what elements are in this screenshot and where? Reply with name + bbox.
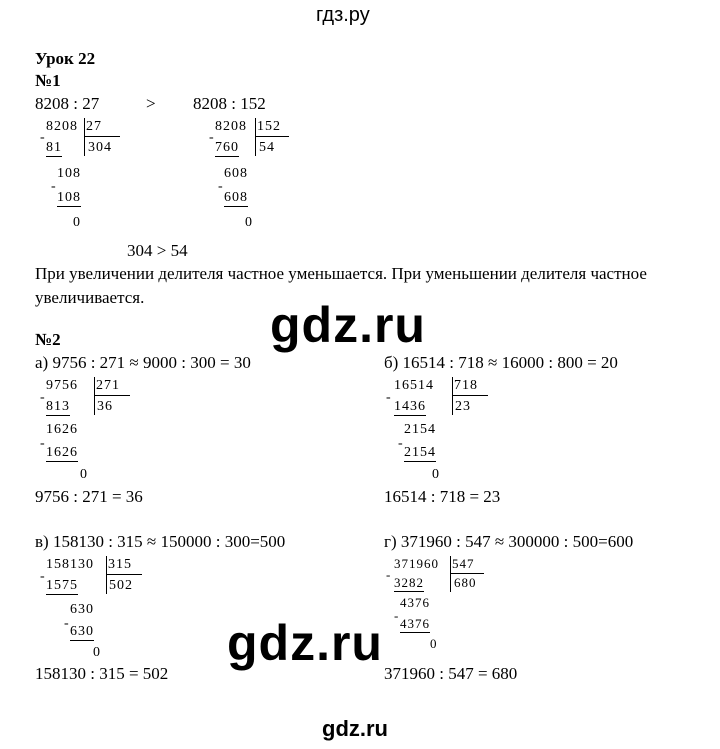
minus-sign: - [218, 179, 224, 194]
minus-sign: - [40, 436, 46, 451]
task1-conclusion: При увеличении делителя частное уменьшается. При уменьшении делителя частное увеличивается. [35, 264, 647, 307]
minus-sign: - [386, 567, 392, 582]
long-division-8208-by-27 [40, 118, 130, 238]
subtrahend-1: 1436 [394, 399, 426, 414]
task1-label: №1 [35, 71, 61, 90]
remainder-1: 608 [224, 166, 248, 181]
subtrahend-2: 1626 [46, 445, 78, 460]
subtrahend-1: 760 [215, 140, 239, 155]
divisor: 271 [96, 378, 120, 393]
task2a-answer: 9756 : 271 = 36 [35, 487, 143, 506]
dividend: 371960 [394, 556, 439, 571]
minus-sign: - [64, 616, 70, 631]
remainder-final: 0 [245, 215, 253, 230]
remainder-1: 4376 [400, 595, 430, 610]
task2-label: №2 [35, 330, 61, 349]
long-division-158130-by-315 [40, 556, 170, 666]
divisor: 547 [452, 556, 475, 571]
minus-sign: - [386, 390, 392, 405]
task2v-answer: 158130 : 315 = 502 [35, 664, 169, 683]
remainder-final: 0 [93, 645, 101, 660]
subtrahend-1: 81 [46, 140, 62, 155]
minus-sign: - [40, 569, 46, 584]
task2b-answer: 16514 : 718 = 23 [384, 487, 501, 506]
watermark: gdz.ru [227, 615, 383, 671]
quotient: 502 [109, 578, 133, 593]
minus-sign: - [398, 436, 404, 451]
footer-watermark: gdz.ru [322, 716, 388, 741]
dividend: 158130 [46, 557, 94, 572]
remainder-1: 2154 [404, 422, 436, 437]
remainder-final: 0 [432, 467, 440, 482]
remainder-1: 1626 [46, 422, 78, 437]
divisor: 27 [86, 119, 102, 134]
minus-sign: - [51, 179, 57, 194]
task1-left-expression: 8208 : 27 [35, 94, 100, 113]
long-division-16514-by-718 [384, 377, 504, 487]
remainder-final: 0 [73, 215, 81, 230]
remainder-final: 0 [430, 636, 438, 651]
quotient: 680 [454, 575, 477, 590]
subtrahend-2: 630 [70, 624, 94, 639]
task2a-estimate: а) 9756 : 271 ≈ 9000 : 300 = 30 [35, 353, 251, 372]
watermark: gdz.ru [270, 297, 426, 353]
long-division-8208-by-152 [209, 118, 309, 238]
subtrahend-2: 108 [57, 190, 81, 205]
subtrahend-2: 608 [224, 190, 248, 205]
quotient: 304 [88, 140, 112, 155]
minus-sign: - [209, 130, 215, 145]
subtrahend-1: 3282 [394, 575, 424, 590]
task2b-estimate: б) 16514 : 718 ≈ 16000 : 800 = 20 [384, 353, 618, 372]
dividend: 8208 [46, 119, 78, 134]
subtrahend-2: 2154 [404, 445, 436, 460]
task2g-estimate: г) 371960 : 547 ≈ 300000 : 500=600 [384, 532, 634, 551]
remainder-1: 630 [70, 602, 94, 617]
task2g-answer: 371960 : 547 = 680 [384, 664, 518, 683]
subtrahend-1: 1575 [46, 578, 78, 593]
task1-right-expression: 8208 : 152 [193, 94, 266, 113]
divisor: 152 [257, 119, 281, 134]
remainder-final: 0 [80, 467, 88, 482]
minus-sign: - [40, 390, 46, 405]
minus-sign: - [40, 130, 46, 145]
dividend: 8208 [215, 119, 247, 134]
quotient: 36 [97, 399, 113, 414]
dividend: 9756 [46, 378, 78, 393]
site-header: гдз.ру [316, 4, 370, 26]
long-division-9756-by-271 [40, 377, 150, 487]
subtrahend-2: 4376 [400, 616, 430, 631]
subtrahend-1: 813 [46, 399, 70, 414]
divisor: 718 [454, 378, 478, 393]
task1-compare-sign: > [146, 94, 156, 113]
divisor: 315 [108, 557, 132, 572]
task2v-estimate: в) 158130 : 315 ≈ 150000 : 300=500 [35, 532, 286, 551]
minus-sign: - [394, 608, 400, 623]
long-division-371960-by-547 [384, 556, 504, 656]
quotient: 23 [455, 399, 471, 414]
quotient: 54 [259, 140, 275, 155]
dividend: 16514 [394, 378, 434, 393]
remainder-1: 108 [57, 166, 81, 181]
lesson-title: Урок 22 [35, 49, 96, 68]
task1-comparison: 304 > 54 [127, 241, 188, 260]
